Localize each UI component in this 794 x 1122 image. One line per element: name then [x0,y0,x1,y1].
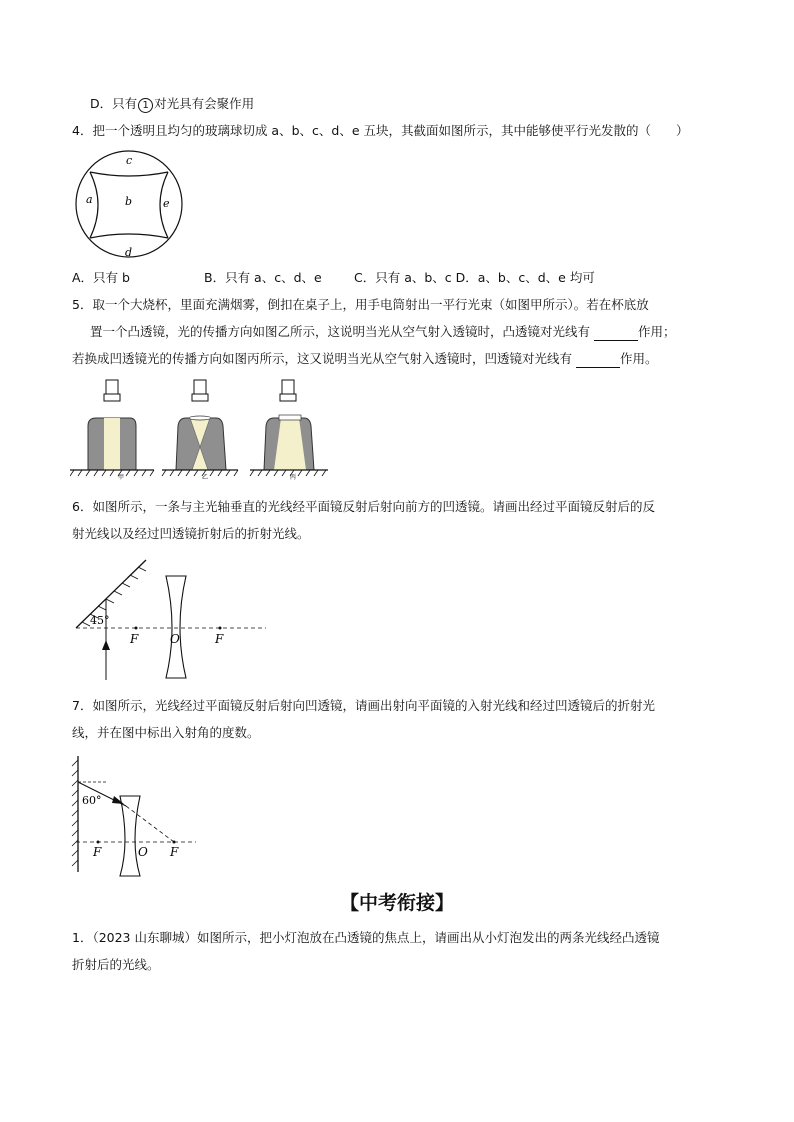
q3-option-d: D．只有 1 对光具有会聚作用 [90,96,255,111]
answer-blank [576,355,620,368]
focus-right: F [215,632,224,646]
q4-option-cd: C．只有 a、b、c D．a、b、c、d、e 均可 [354,270,595,285]
label-bing: 丙 [290,474,297,480]
angle-label: 60° [82,794,102,807]
q6-line2: 射光线以及经过凹透镜折射后的折射光线。 [72,526,310,541]
label-jia: 甲 [118,474,125,480]
label-b: b [125,195,133,208]
q4-option-a: A．只有 b [72,270,130,285]
q4-stem: 4．把一个透明且均匀的玻璃球切成 a、b、c、d、e 五块，其截面如图所示，其中能够使平行光发散的（ ） [72,123,689,138]
focus-right: F [170,845,179,859]
q7-mirror-lens-figure [70,752,200,877]
focus-left: F [130,632,139,646]
q7-line2: 线，并在图中标出入射角的度数。 [72,725,260,740]
circled-number: 1 [138,98,153,113]
label-yi: 乙 [202,474,209,480]
q6-mirror-lens-figure [70,558,270,683]
q4-glass-sphere-figure [72,150,192,260]
q5-beaker-figure [70,378,350,480]
answer-blank [594,328,638,341]
q5-line1: 5．取一个大烧杯，里面充满烟雾，倒扣在桌子上，用手电筒射出一平行光束（如图甲所示）。若在杯底放 [72,297,649,312]
label-d: d [125,246,133,259]
section-heading: 【中考衔接】 [339,892,454,914]
q5-line2: 置一个凸透镜，光的传播方向如图乙所示，这说明当光从空气射入透镜时，凸透镜对光线有 作用； [90,324,676,339]
q6-line1: 6．如图所示，一条与主光轴垂直的光线经平面镜反射后射向前方的凹透镜。请画出经过平面镜反射后的反 [72,499,655,514]
label-e: e [163,197,170,210]
angle-label: 45° [90,614,110,627]
optical-center: O [138,845,148,859]
q4-option-b: B．只有 a、c、d、e [204,270,322,285]
q7-line1: 7．如图所示，光线经过平面镜反射后射向凹透镜，请画出射向平面镜的入射光线和经过凹透镜后的折射光 [72,698,655,713]
label-c: c [126,154,133,167]
c1-line1: 1．（2023 山东聊城）如图所示，把小灯泡放在凸透镜的焦点上，请画出从小灯泡发出的两条光线经凸透镜 [72,930,660,945]
optical-center: O [170,632,180,646]
q5-line3: 若换成凹透镜光的传播方向如图丙所示，这又说明当光从空气射入透镜时，凹透镜对光线有 作用。 [72,351,658,366]
label-a: a [86,193,93,206]
q4-options [72,269,595,287]
c1-line2: 折射后的光线。 [72,957,160,972]
focus-left: F [93,845,102,859]
